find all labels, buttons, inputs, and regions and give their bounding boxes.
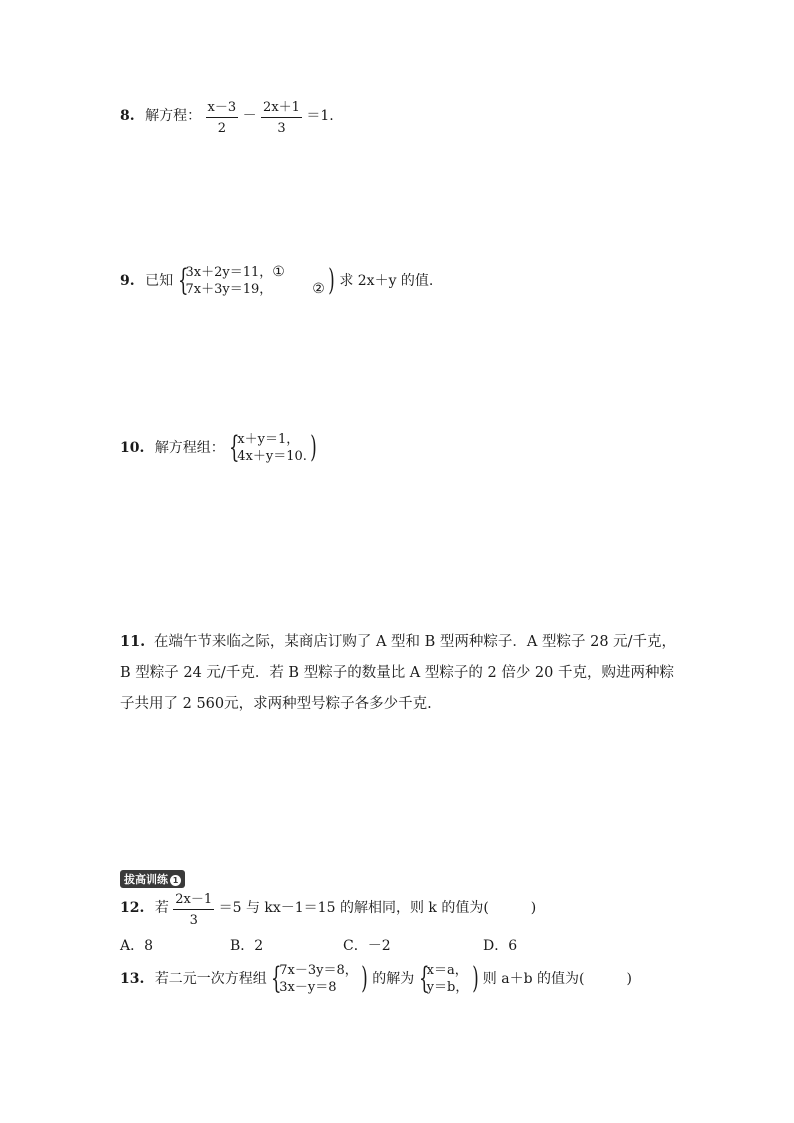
question-13-number: 13. xyxy=(120,971,145,987)
equation-system xyxy=(178,264,335,298)
fraction-1-denominator: 2 xyxy=(217,121,226,136)
fraction xyxy=(173,888,214,928)
equation-1: x＋y＝1， xyxy=(237,432,300,447)
question-12-number: 12. xyxy=(120,900,145,916)
left-brace: { xyxy=(177,263,189,298)
right-brace: ) xyxy=(328,263,335,298)
fraction-2 xyxy=(261,96,302,136)
question-13-tail: 则 a＋b 的值为( ) xyxy=(482,971,632,987)
solution-1: x＝a， xyxy=(426,963,468,978)
question-12-prompt: 若 xyxy=(154,900,169,916)
equation-1: 7x－3y＝8， xyxy=(279,963,358,978)
equation-2-row xyxy=(186,281,325,298)
question-12-tail: ＝5 与 kx－1＝15 的解相同，则 k 的值为( ) xyxy=(218,900,537,916)
question-10-prompt: 解方程组： xyxy=(154,440,225,456)
question-9 xyxy=(120,264,433,298)
equation-1-mark: ① xyxy=(272,264,285,280)
fraction-denominator: 3 xyxy=(189,913,198,928)
option-a[interactable]: A．8 xyxy=(120,938,154,954)
section-badge xyxy=(120,870,185,888)
question-8-number: 8. xyxy=(120,108,135,124)
question-8-tail: ＝1. xyxy=(306,108,334,124)
right-brace: ) xyxy=(471,961,479,996)
question-13 xyxy=(120,962,632,996)
question-11 xyxy=(120,626,680,720)
right-brace: ) xyxy=(310,430,317,465)
equation-system xyxy=(271,962,368,996)
question-8 xyxy=(120,96,334,136)
question-9-number: 9. xyxy=(120,273,135,289)
left-brace: { xyxy=(418,961,430,996)
left-brace: { xyxy=(271,961,282,996)
equation-1: 3x＋2y＝11， xyxy=(185,265,273,280)
question-10 xyxy=(120,431,317,465)
option-c[interactable]: C．－2 xyxy=(343,938,391,954)
section-label: 拔高训练 xyxy=(124,873,168,886)
question-9-prompt: 已知 xyxy=(145,273,174,289)
question-13-prompt: 若二元一次方程组 xyxy=(154,971,267,987)
question-12 xyxy=(120,888,536,928)
solution-2: y＝b， xyxy=(426,980,469,995)
equation-2-mark: ② xyxy=(312,281,325,297)
fraction-2-numerator: 2x＋1 xyxy=(261,96,302,118)
question-9-tail: 求 2x＋y 的值. xyxy=(339,273,434,289)
option-b[interactable]: B．2 xyxy=(230,938,264,954)
left-brace: { xyxy=(229,430,240,465)
section-header xyxy=(120,870,185,888)
minus-sign: － xyxy=(242,108,257,124)
equation-2: 4x＋y＝10. xyxy=(237,449,307,464)
section-number-icon: 1 xyxy=(170,875,181,886)
fraction-2-denominator: 3 xyxy=(277,121,286,136)
question-8-prompt: 解方程： xyxy=(145,108,202,124)
equation-system xyxy=(229,431,317,465)
right-brace: ) xyxy=(361,961,368,996)
solution-system xyxy=(419,962,479,996)
fraction-numerator: 2x－1 xyxy=(173,888,214,910)
question-10-number: 10. xyxy=(120,440,145,456)
option-d[interactable]: D．6 xyxy=(483,938,518,954)
fraction-1 xyxy=(206,96,239,136)
question-13-mid: 的解为 xyxy=(372,971,415,987)
equation-2: 7x＋3y＝19， xyxy=(185,282,273,297)
fraction-1-numerator: x－3 xyxy=(206,96,239,118)
question-11-text: 在端午节来临之际，某商店订购了 A 型和 B 型两种粽子．A 型粽子 28 元/千克，B 型粽子 24 元/千克．若 B 型粽子的数量比 A 型粽子的 2 倍少 20 千克，购进两种粽子共用了 2 560元，求两种型号粽子各多少千克. xyxy=(120,634,677,712)
equation-1-row xyxy=(186,264,325,281)
question-11-number: 11. xyxy=(120,633,146,650)
equation-2: 3x－y＝8 xyxy=(279,980,337,995)
